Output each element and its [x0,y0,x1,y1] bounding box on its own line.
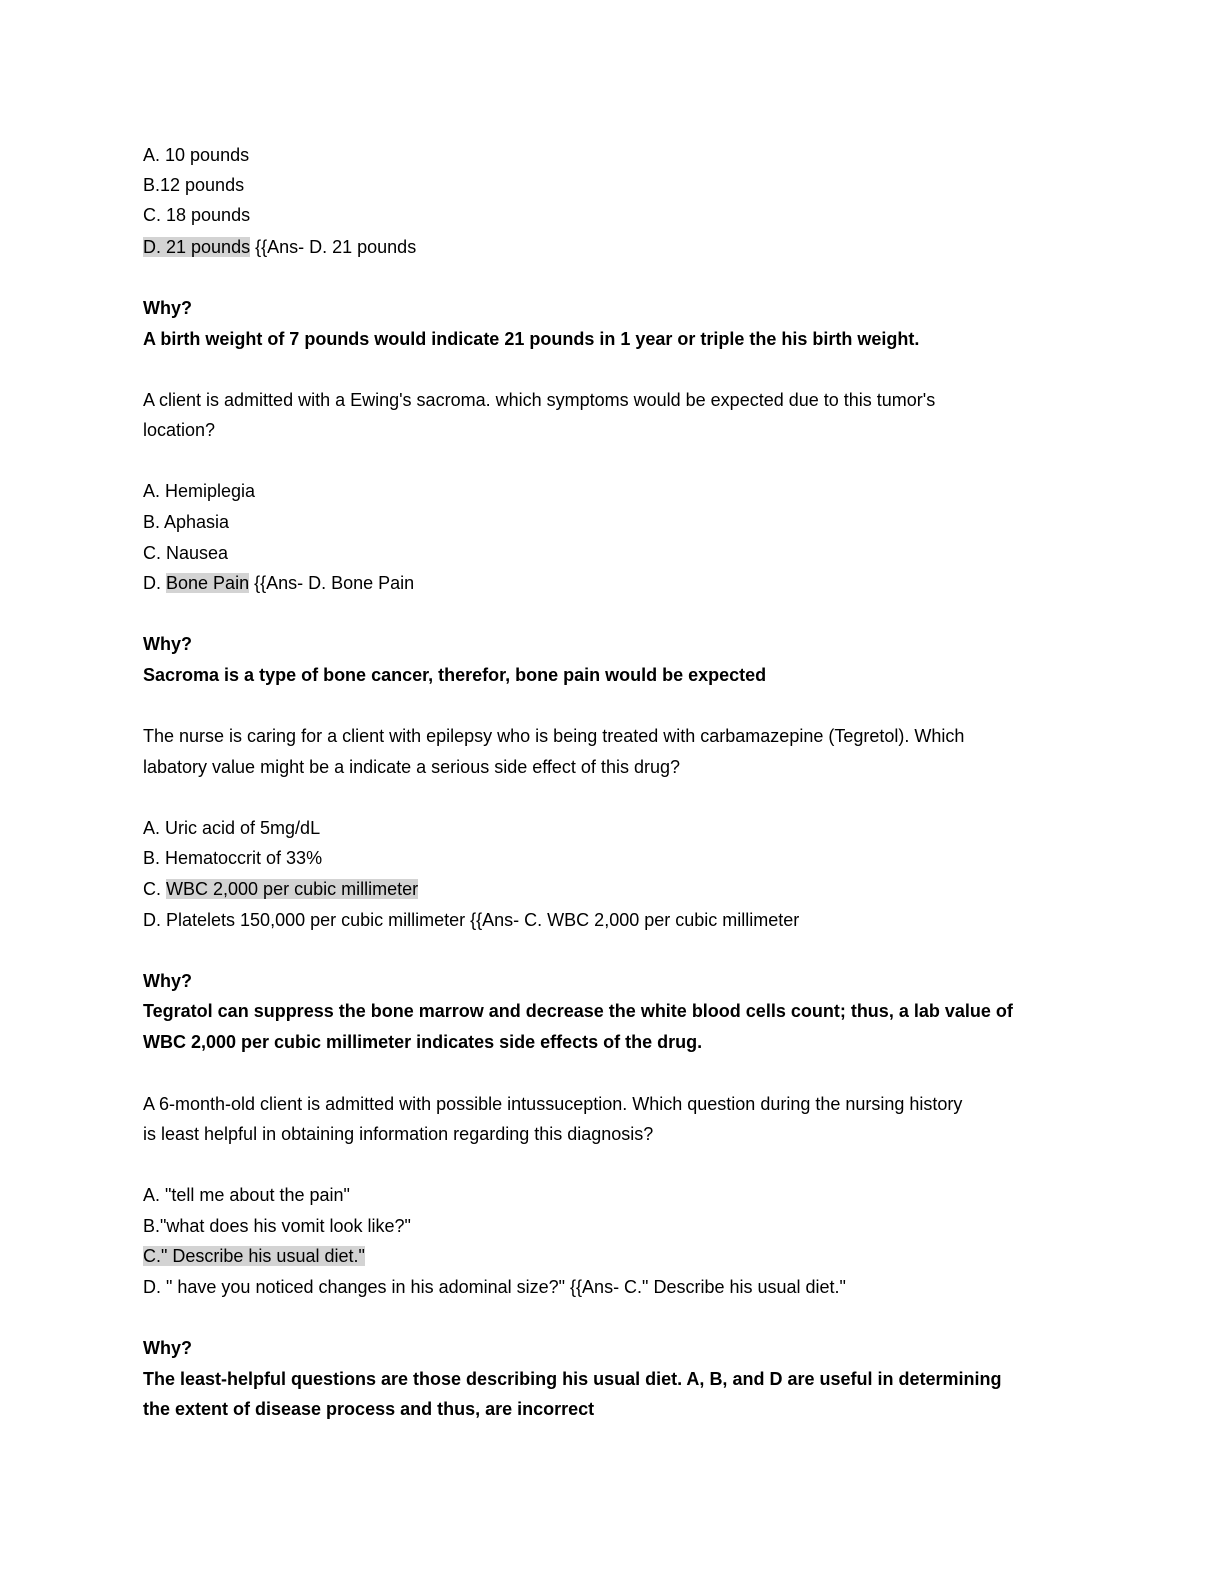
q3-explanation-line-1: Tegratol can suppress the bone marrow and decrease the white blood cells count; thus, a lab value of [143,1001,1013,1021]
q4-why-label: Why? [143,1338,192,1358]
q4-option-c [143,1244,365,1268]
q1-option-a: A. 10 pounds [143,145,250,165]
q1-option-b: B.12 pounds [143,175,245,195]
q3-option-b: B. Hematoccrit of 33% [143,848,323,868]
q1-option-d [143,235,416,259]
q3-question-line-2: labatory value might be a indicate a serious side effect of this drug? [143,757,680,777]
q2-answer: {{Ans- D. Bone Pain [249,573,415,593]
q3-option-d: D. Platelets 150,000 per cubic millimeter {{Ans- C. WBC 2,000 per cubic millimeter [143,910,800,930]
q2-question-line-2: location? [143,420,216,440]
q2-explanation: Sacroma is a type of bone cancer, therefor, bone pain would be expected [143,665,767,685]
q3-correct-highlight: WBC 2,000 per cubic millimeter [166,879,419,899]
q2-option-b: B. Aphasia [143,512,230,532]
q2-option-c: C. Nausea [143,543,229,563]
q3-explanation-line-2: WBC 2,000 per cubic millimeter indicates side effects of the drug. [143,1032,703,1052]
q1-correct-highlight: D. 21 pounds [143,237,251,257]
q4-question-line-2: is least helpful in obtaining information regarding this diagnosis? [143,1124,654,1144]
q1-option-c: C. 18 pounds [143,205,251,225]
q2-option-d-prefix: D. [143,573,167,593]
q2-option-d [143,571,414,595]
q3-why-label: Why? [143,971,192,991]
q2-why-label: Why? [143,634,192,654]
q1-explanation: A birth weight of 7 pounds would indicate 21 pounds in 1 year or triple the his birth weight. [143,329,920,349]
q1-why-label: Why? [143,298,192,318]
q1-answer: {{Ans- D. 21 pounds [250,237,417,257]
q2-correct-highlight: Bone Pain [166,573,250,593]
q4-option-b: B."what does his vomit look like?" [143,1216,411,1236]
q4-option-d: D. " have you noticed changes in his adominal size?" {{Ans- C." Describe his usual diet." [143,1277,846,1297]
q4-correct-highlight: C." Describe his usual diet." [143,1246,365,1266]
q3-question-line-1: The nurse is caring for a client with epilepsy who is being treated with carbamazepine (Tegretol). Which [143,726,965,746]
q4-option-a: A. "tell me about the pain" [143,1185,350,1205]
q2-question-line-1: A client is admitted with a Ewing's sacroma. which symptoms would be expected due to this tumor's [143,390,936,410]
q2-option-a: A. Hemiplegia [143,481,256,501]
q4-explanation-line-1: The least-helpful questions are those describing his usual diet. A, B, and D are useful in determining [143,1369,1002,1389]
q3-option-c [143,877,418,901]
q4-question-line-1: A 6-month-old client is admitted with possible intussuception. Which question during the nursing history [143,1094,963,1114]
q4-explanation-line-2: the extent of disease process and thus, are incorrect [143,1399,595,1419]
q3-option-a: A. Uric acid of 5mg/dL [143,818,321,838]
q3-option-c-prefix: C. [143,879,167,899]
